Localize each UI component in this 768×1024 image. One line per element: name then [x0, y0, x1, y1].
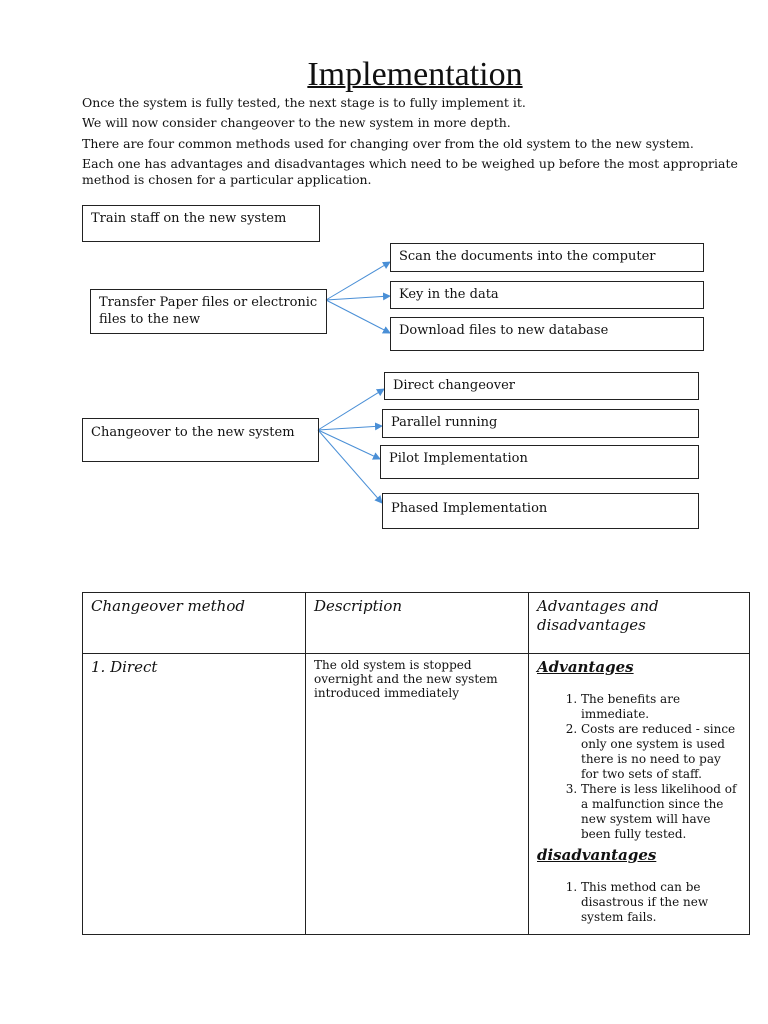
arrow — [318, 426, 382, 430]
phased-implementation-box: Phased Implementation — [382, 493, 699, 529]
train-staff-box: Train staff on the new system — [82, 205, 320, 242]
changeover-table — [82, 592, 750, 935]
arrow — [318, 389, 384, 430]
direct-changeover-box: Direct changeover — [384, 372, 699, 400]
arrow — [326, 296, 390, 300]
arrow — [326, 300, 390, 333]
list-item: 1. This method can be disastrous if the new system fails. — [581, 880, 741, 925]
transfer-files-box: Transfer Paper files or electronic files to the new — [90, 289, 327, 334]
list-item: 1. The benefits are immediate. — [581, 692, 741, 722]
table-row — [83, 654, 750, 935]
header-advantages: Advantages and disadvantages — [529, 593, 750, 654]
parallel-running-box: Parallel running — [382, 409, 699, 438]
method-cell: 1. Direct — [83, 654, 306, 935]
table-header-row — [83, 593, 750, 654]
changeover-box: Changeover to the new system — [82, 418, 319, 462]
arrow — [326, 262, 390, 300]
page-title: Implementation — [307, 56, 523, 93]
intro-paragraph: We will now consider changeover to the new system in more depth. — [82, 115, 511, 130]
arrow — [318, 430, 382, 503]
list-item: 3. There is less likelihood of a malfunction since the new system will have been fully tested. — [581, 782, 741, 842]
disadvantages-list — [537, 880, 741, 925]
list-item: 2. Costs are reduced - since only one system is used there is no need to pay for two sets of staff. — [581, 722, 741, 782]
key-in-data-box: Key in the data — [390, 281, 704, 309]
description-cell: The old system is stopped overnight and the new system introduced immediately — [306, 654, 529, 935]
advantages-list — [537, 692, 741, 842]
intro-paragraph: Once the system is fully tested, the next stage is to fully implement it. — [82, 95, 526, 110]
header-method: Changeover method — [83, 593, 306, 654]
pilot-implementation-box: Pilot Implementation — [380, 445, 699, 479]
advantages-heading: Advantages — [537, 658, 634, 676]
intro-paragraph: There are four common methods used for changing over from the old system to the new system. — [82, 136, 694, 151]
download-files-box: Download files to new database — [390, 317, 704, 351]
advantages-cell — [529, 654, 750, 935]
disadvantages-heading: disadvantages — [537, 846, 657, 864]
arrow — [318, 430, 380, 459]
header-description: Description — [306, 593, 529, 654]
scan-documents-box: Scan the documents into the computer — [390, 243, 704, 272]
intro-paragraph: Each one has advantages and disadvantages which need to be weighed up before the most appropriate method is chosen for a particular application. — [82, 156, 738, 187]
